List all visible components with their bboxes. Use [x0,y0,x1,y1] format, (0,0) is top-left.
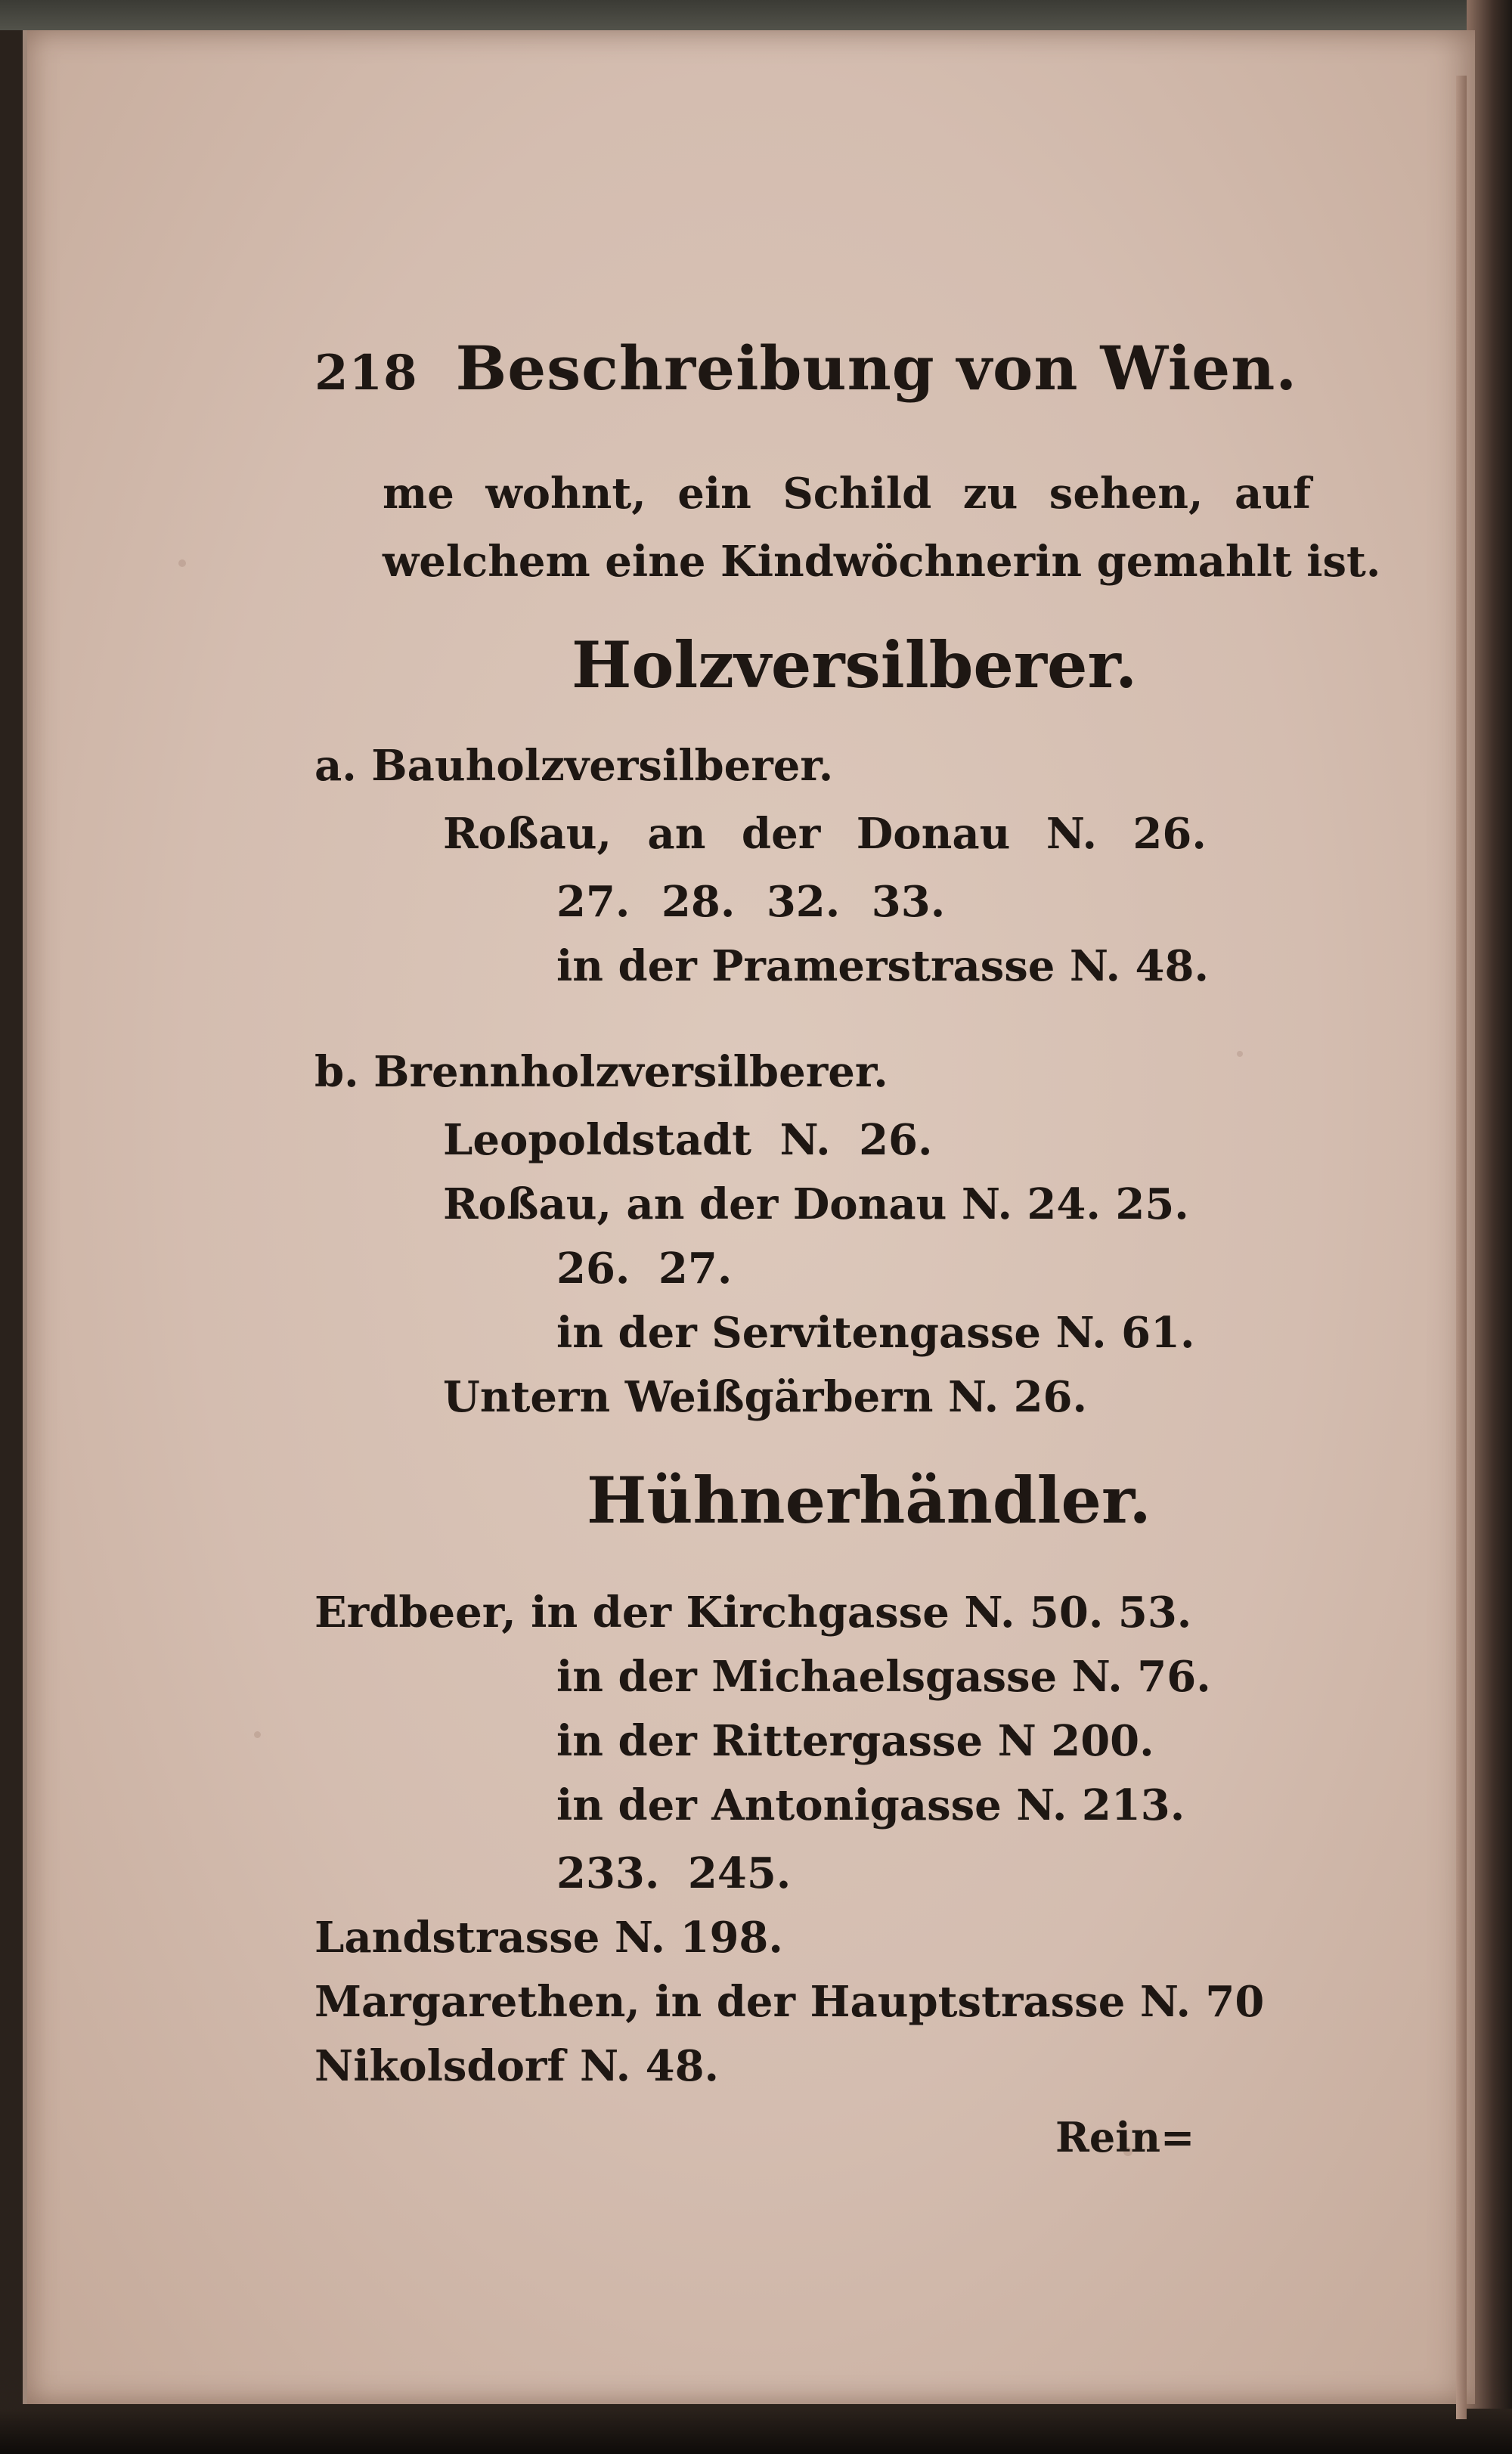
binding-bottom-edge [0,2409,1512,2454]
subsection-label-bauholz: a. Bauholzversilberer. [314,741,834,791]
entry-line: Margarethen, in der Hauptstrasse N. 70 [314,1977,1265,2027]
entry-line: in der Michaelsgasse N. 76. [556,1652,1211,1702]
entry-line: Roßau, an der Donau N. 24. 25. [443,1179,1189,1229]
entry-line: 233. 245. [556,1848,792,1898]
intro-line-2: welchem eine Kindwöchnerin gemahlt ist. [383,537,1381,587]
entry-line: Nikolsdorf N. 48. [314,2041,720,2091]
running-header [314,333,1297,404]
catchword: Rein= [1055,2113,1195,2161]
entry-line: in der Servitengasse N. 61. [556,1308,1195,1358]
intro-line-1: me wohnt, ein Schild zu sehen, auf [383,469,1312,519]
entry-line: in der Antonigasse N. 213. [556,1780,1185,1830]
subsection-label-brennholz: b. Brennholzversilberer. [314,1047,888,1097]
entry-line: Untern Weißgärbern N. 26. [443,1372,1088,1422]
running-title: Beschreibung von Wien. [455,333,1298,404]
entry-line: Leopoldstadt N. 26. [443,1115,933,1165]
page-edge-shadow [1456,76,1467,2419]
entry-line: Erdbeer, in der Kirchgasse N. 50. 53. [314,1588,1192,1638]
section-heading-huehnerhaendler: Hühnerhändler. [587,1463,1151,1538]
entry-line: Landstrasse N. 198. [314,1913,783,1963]
entry-line: 26. 27. [556,1244,733,1294]
binding-top-edge [0,0,1512,30]
entry-line: 27. 28. 32. 33. [556,877,946,927]
section-heading-holzversilberer: Holzversilberer. [572,627,1138,702]
entry-line: in der Pramerstrasse N. 48. [556,941,1209,991]
entry-line: Roßau, an der Donau N. 26. [443,809,1207,859]
paper-speck [254,1731,261,1738]
paper-speck [1237,1051,1243,1057]
entry-line: in der Rittergasse N 200. [556,1716,1154,1766]
book-page [23,30,1475,2404]
paper-speck [178,559,186,567]
page-number: 218 [314,345,418,401]
